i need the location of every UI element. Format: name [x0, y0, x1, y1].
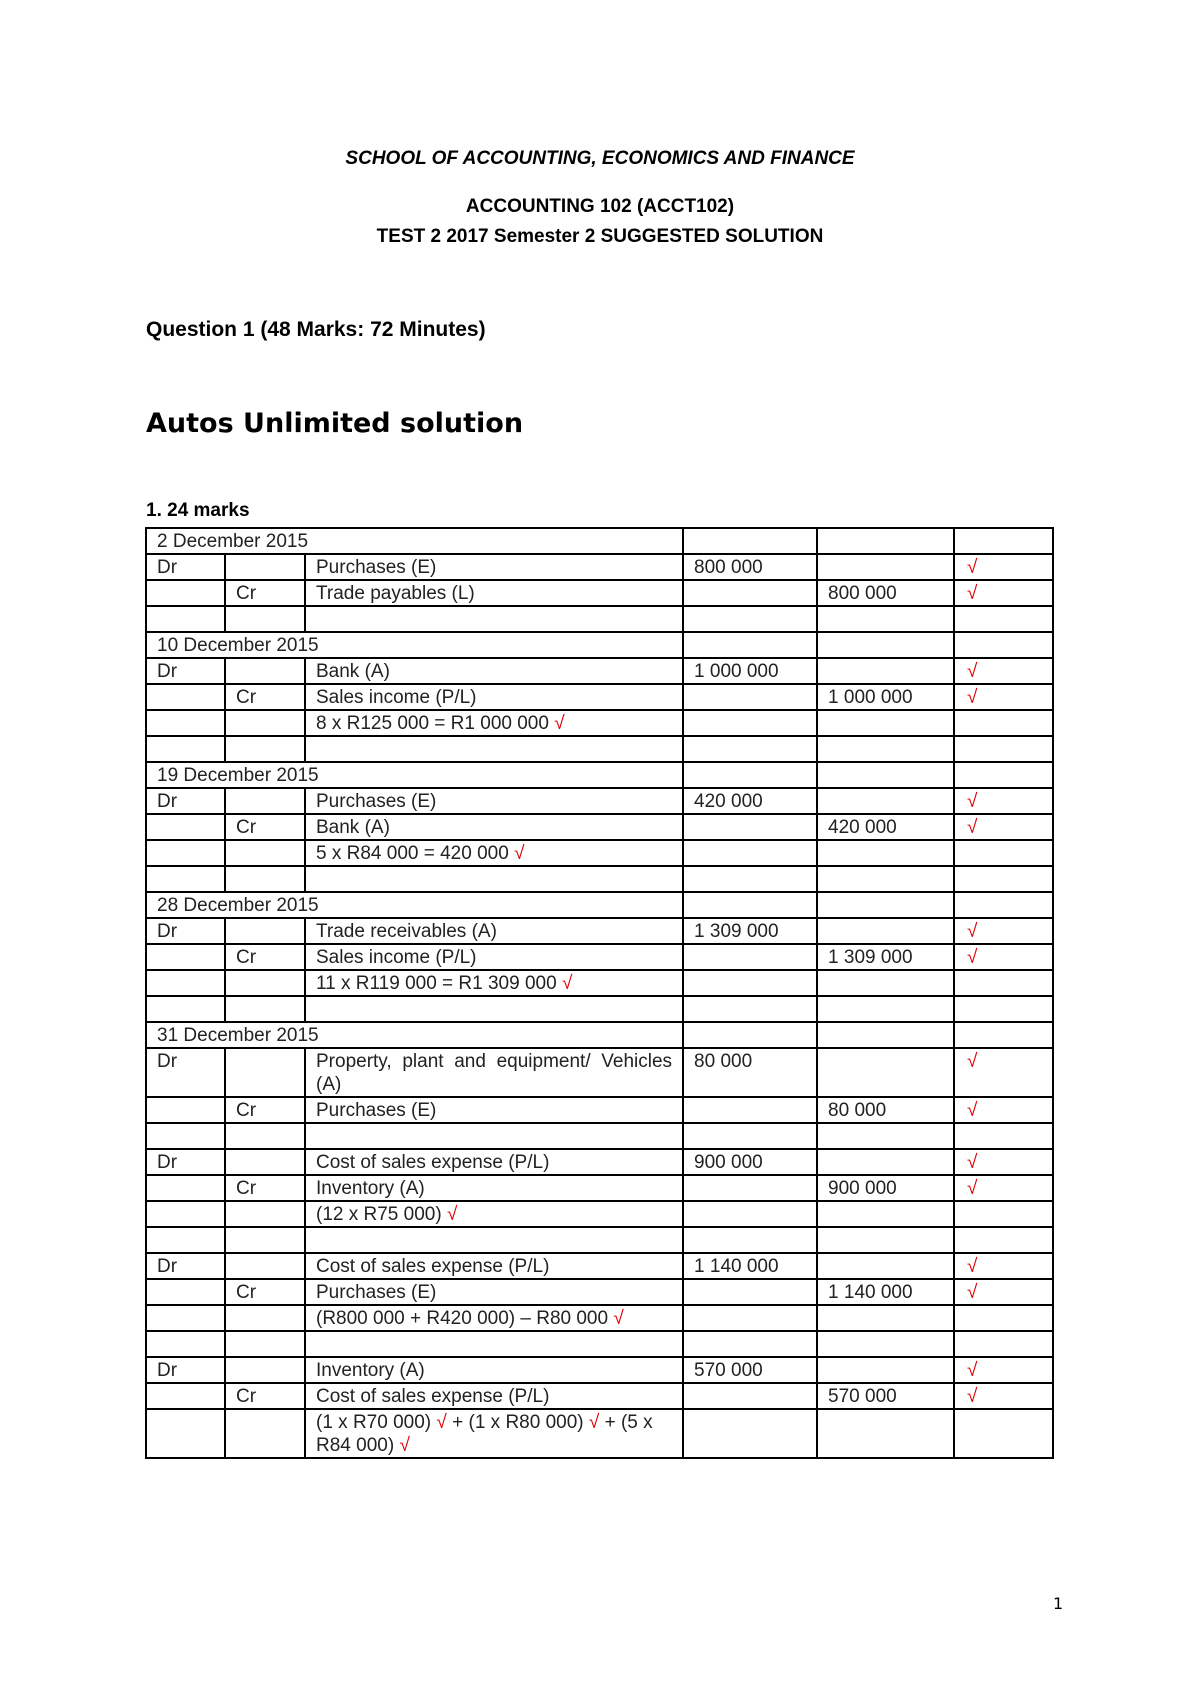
tick-mark: √ [613, 1308, 624, 1329]
account-name: Cost of sales expense (P/L) [305, 1383, 683, 1409]
account-name: Sales income (P/L) [305, 684, 683, 710]
side-dr [146, 840, 225, 866]
account-name: Inventory (A) [305, 1357, 683, 1383]
check-mark: √ [954, 554, 1053, 580]
tick-mark: √ [554, 713, 565, 734]
credit-cell [817, 710, 954, 736]
blank-cell [146, 1331, 225, 1357]
check-cell [954, 528, 1053, 554]
credit-cell [817, 632, 954, 658]
check-cell [954, 762, 1053, 788]
entry-date: 2 December 2015 [146, 528, 683, 554]
debit-cell [683, 892, 817, 918]
calculation-text: (12 x R75 000) [316, 1204, 447, 1225]
check-cell [954, 1022, 1053, 1048]
table-row [146, 1383, 1053, 1409]
table-row [146, 632, 1053, 658]
credit-amount: 570 000 [817, 1383, 954, 1409]
credit-amount [817, 1357, 954, 1383]
check-mark: √ [954, 1357, 1053, 1383]
credit-cell [817, 970, 954, 996]
calculation-text: 11 x R119 000 = R1 309 000 [316, 973, 562, 994]
side-cr [225, 1357, 305, 1383]
blank-cell [305, 736, 683, 762]
calculation [305, 970, 683, 996]
blank-cell [954, 736, 1053, 762]
side-dr: Dr [146, 788, 225, 814]
debit-cell [683, 840, 817, 866]
account-name: Purchases (E) [305, 788, 683, 814]
side-cr: Cr [225, 1175, 305, 1201]
blank-cell [954, 1123, 1053, 1149]
debit-amount [683, 684, 817, 710]
table-row [146, 1175, 1053, 1201]
tick-mark: √ [436, 1412, 447, 1433]
debit-amount [683, 580, 817, 606]
table-row [146, 1253, 1053, 1279]
side-cr [225, 1201, 305, 1227]
table-row [146, 1279, 1053, 1305]
table-row [146, 1022, 1053, 1048]
check-mark: √ [954, 580, 1053, 606]
check-cell [954, 970, 1053, 996]
blank-cell [954, 606, 1053, 632]
blank-cell [146, 736, 225, 762]
debit-cell [683, 1201, 817, 1227]
debit-cell [683, 1305, 817, 1331]
test-title: TEST 2 2017 Semester 2 SUGGESTED SOLUTION [376, 226, 824, 247]
table-row [146, 866, 1053, 892]
side-cr [225, 1149, 305, 1175]
blank-cell [305, 606, 683, 632]
check-cell [954, 632, 1053, 658]
credit-amount [817, 1048, 954, 1097]
account-name: Property, plant and equipment/ Vehicles (A) [305, 1048, 683, 1097]
side-dr [146, 710, 225, 736]
debit-cell [683, 762, 817, 788]
debit-cell [683, 710, 817, 736]
debit-amount: 900 000 [683, 1149, 817, 1175]
side-dr [146, 944, 225, 970]
credit-amount [817, 1253, 954, 1279]
credit-cell [817, 1305, 954, 1331]
check-mark: √ [954, 814, 1053, 840]
calculation-text: 5 x R84 000 = 420 000 [316, 843, 515, 864]
table-row [146, 658, 1053, 684]
check-mark: √ [954, 1175, 1053, 1201]
credit-amount: 1 000 000 [817, 684, 954, 710]
check-mark: √ [954, 684, 1053, 710]
table-row [146, 1149, 1053, 1175]
account-name: Bank (A) [305, 814, 683, 840]
blank-cell [683, 1331, 817, 1357]
table-row [146, 1227, 1053, 1253]
credit-amount [817, 658, 954, 684]
credit-amount: 80 000 [817, 1097, 954, 1123]
table-row [146, 918, 1053, 944]
account-name: Cost of sales expense (P/L) [305, 1149, 683, 1175]
check-mark: √ [954, 1048, 1053, 1097]
tick-mark: √ [446, 1204, 458, 1225]
debit-amount: 80 000 [683, 1048, 817, 1097]
credit-amount: 420 000 [817, 814, 954, 840]
credit-amount: 1 140 000 [817, 1279, 954, 1305]
table-row [146, 1123, 1053, 1149]
table-row [146, 840, 1053, 866]
credit-amount [817, 1149, 954, 1175]
credit-amount [817, 918, 954, 944]
calculation-text: 8 x R125 000 = R1 000 000 [316, 713, 555, 734]
side-dr: Dr [146, 918, 225, 944]
side-cr [225, 554, 305, 580]
blank-cell [225, 1123, 305, 1149]
calculation-text: (1 x R70 000) [316, 1412, 437, 1433]
debit-amount [683, 1383, 817, 1409]
credit-amount: 800 000 [817, 580, 954, 606]
side-dr [146, 1383, 225, 1409]
check-mark: √ [954, 1253, 1053, 1279]
side-cr [225, 1305, 305, 1331]
calculation-text: + (1 x R80 000) [446, 1412, 589, 1433]
debit-cell [683, 970, 817, 996]
credit-cell [817, 528, 954, 554]
debit-cell [683, 1409, 817, 1458]
side-cr [225, 1253, 305, 1279]
credit-cell [817, 1022, 954, 1048]
blank-cell [954, 1331, 1053, 1357]
side-dr [146, 1279, 225, 1305]
entry-date: 19 December 2015 [146, 762, 683, 788]
blank-cell [817, 1227, 954, 1253]
side-cr [225, 1048, 305, 1097]
table-row [146, 996, 1053, 1022]
side-cr [225, 918, 305, 944]
blank-cell [305, 996, 683, 1022]
account-name: Sales income (P/L) [305, 944, 683, 970]
side-dr [146, 580, 225, 606]
blank-cell [817, 866, 954, 892]
blank-cell [683, 1123, 817, 1149]
blank-cell [225, 866, 305, 892]
debit-amount [683, 1279, 817, 1305]
blank-cell [225, 606, 305, 632]
side-dr: Dr [146, 1357, 225, 1383]
table-row [146, 944, 1053, 970]
school-name: SCHOOL OF ACCOUNTING, ECONOMICS AND FINANCE [345, 148, 855, 169]
table-row [146, 1409, 1053, 1458]
tick-mark: √ [399, 1435, 410, 1456]
blank-cell [146, 606, 225, 632]
part-marks: 1. 24 marks [146, 500, 250, 521]
blank-cell [954, 996, 1053, 1022]
check-cell [954, 840, 1053, 866]
side-dr [146, 1305, 225, 1331]
calculation [305, 1409, 683, 1458]
side-dr [146, 684, 225, 710]
blank-cell [146, 1123, 225, 1149]
table-row [146, 892, 1053, 918]
table-row [146, 762, 1053, 788]
journal-table [145, 527, 1054, 1459]
credit-cell [817, 1409, 954, 1458]
account-name: Bank (A) [305, 658, 683, 684]
table-row [146, 814, 1053, 840]
account-name: Purchases (E) [305, 1097, 683, 1123]
account-name: Trade payables (L) [305, 580, 683, 606]
credit-amount: 900 000 [817, 1175, 954, 1201]
side-dr [146, 1175, 225, 1201]
table-row [146, 1097, 1053, 1123]
check-mark: √ [954, 1149, 1053, 1175]
side-cr: Cr [225, 814, 305, 840]
blank-cell [683, 736, 817, 762]
side-cr [225, 840, 305, 866]
check-mark: √ [954, 1383, 1053, 1409]
side-cr: Cr [225, 944, 305, 970]
side-dr: Dr [146, 1253, 225, 1279]
debit-cell [683, 632, 817, 658]
side-dr: Dr [146, 1048, 225, 1097]
credit-amount [817, 788, 954, 814]
side-dr [146, 1097, 225, 1123]
entry-date: 28 December 2015 [146, 892, 683, 918]
calculation-text: (R800 000 + R420 000) – R80 000 [316, 1308, 614, 1329]
side-dr [146, 970, 225, 996]
tick-mark: √ [561, 973, 573, 994]
table-row [146, 554, 1053, 580]
blank-cell [817, 1331, 954, 1357]
blank-cell [817, 996, 954, 1022]
tick-mark: √ [588, 1412, 600, 1433]
blank-cell [225, 1331, 305, 1357]
course-title: ACCOUNTING 102 (ACCT102) [465, 196, 735, 217]
check-mark: √ [954, 788, 1053, 814]
account-name: Inventory (A) [305, 1175, 683, 1201]
credit-amount [817, 554, 954, 580]
blank-cell [683, 606, 817, 632]
table-row [146, 788, 1053, 814]
page-number: 1 [1053, 1594, 1064, 1613]
debit-amount: 1 000 000 [683, 658, 817, 684]
debit-amount [683, 1097, 817, 1123]
side-dr [146, 1201, 225, 1227]
blank-cell [146, 996, 225, 1022]
table-row [146, 528, 1053, 554]
check-mark: √ [954, 918, 1053, 944]
solution-heading: Autos Unlimited solution [146, 408, 524, 439]
side-cr [225, 1409, 305, 1458]
side-dr: Dr [146, 554, 225, 580]
check-cell [954, 1201, 1053, 1227]
side-cr [225, 788, 305, 814]
account-name: Purchases (E) [305, 1279, 683, 1305]
credit-cell [817, 892, 954, 918]
tick-mark: √ [514, 843, 525, 864]
debit-amount [683, 944, 817, 970]
blank-cell [305, 866, 683, 892]
blank-cell [683, 996, 817, 1022]
debit-amount: 420 000 [683, 788, 817, 814]
blank-cell [146, 1227, 225, 1253]
table-row [146, 970, 1053, 996]
blank-cell [305, 1227, 683, 1253]
account-name: Purchases (E) [305, 554, 683, 580]
account-name: Cost of sales expense (P/L) [305, 1253, 683, 1279]
calculation [305, 1305, 683, 1331]
blank-cell [954, 1227, 1053, 1253]
side-cr: Cr [225, 1097, 305, 1123]
side-cr [225, 658, 305, 684]
check-mark: √ [954, 658, 1053, 684]
debit-cell [683, 528, 817, 554]
credit-cell [817, 762, 954, 788]
blank-cell [817, 736, 954, 762]
table-row [146, 1201, 1053, 1227]
blank-cell [225, 1227, 305, 1253]
blank-cell [683, 866, 817, 892]
debit-amount: 1 309 000 [683, 918, 817, 944]
credit-cell [817, 1201, 954, 1227]
check-cell [954, 892, 1053, 918]
table-row [146, 1305, 1053, 1331]
blank-cell [817, 1123, 954, 1149]
debit-amount: 570 000 [683, 1357, 817, 1383]
side-dr: Dr [146, 658, 225, 684]
blank-cell [305, 1123, 683, 1149]
check-cell [954, 1305, 1053, 1331]
side-cr [225, 710, 305, 736]
table-row [146, 1331, 1053, 1357]
side-cr [225, 970, 305, 996]
entry-date: 31 December 2015 [146, 1022, 683, 1048]
side-dr: Dr [146, 1149, 225, 1175]
debit-amount [683, 1175, 817, 1201]
debit-amount [683, 814, 817, 840]
side-cr: Cr [225, 580, 305, 606]
table-row [146, 736, 1053, 762]
credit-cell [817, 840, 954, 866]
check-mark: √ [954, 944, 1053, 970]
check-mark: √ [954, 1097, 1053, 1123]
debit-amount: 1 140 000 [683, 1253, 817, 1279]
blank-cell [146, 866, 225, 892]
check-cell [954, 1409, 1053, 1458]
table-row [146, 580, 1053, 606]
blank-cell [817, 606, 954, 632]
blank-cell [305, 1331, 683, 1357]
credit-amount: 1 309 000 [817, 944, 954, 970]
question-title: Question 1 (48 Marks: 72 Minutes) [146, 318, 486, 341]
calculation [305, 840, 683, 866]
side-dr [146, 1409, 225, 1458]
table-row [146, 710, 1053, 736]
table-row [146, 684, 1053, 710]
account-name: Trade receivables (A) [305, 918, 683, 944]
side-cr: Cr [225, 684, 305, 710]
check-mark: √ [954, 1279, 1053, 1305]
table-row [146, 1048, 1053, 1097]
side-dr [146, 814, 225, 840]
calculation [305, 1201, 683, 1227]
debit-amount: 800 000 [683, 554, 817, 580]
blank-cell [225, 996, 305, 1022]
table-row [146, 1357, 1053, 1383]
blank-cell [954, 866, 1053, 892]
calculation [305, 710, 683, 736]
calculation-text: + (5 x R84 000) [316, 1412, 653, 1456]
side-cr: Cr [225, 1383, 305, 1409]
side-cr: Cr [225, 1279, 305, 1305]
table-row [146, 606, 1053, 632]
check-cell [954, 710, 1053, 736]
entry-date: 10 December 2015 [146, 632, 683, 658]
debit-cell [683, 1022, 817, 1048]
blank-cell [683, 1227, 817, 1253]
blank-cell [225, 736, 305, 762]
